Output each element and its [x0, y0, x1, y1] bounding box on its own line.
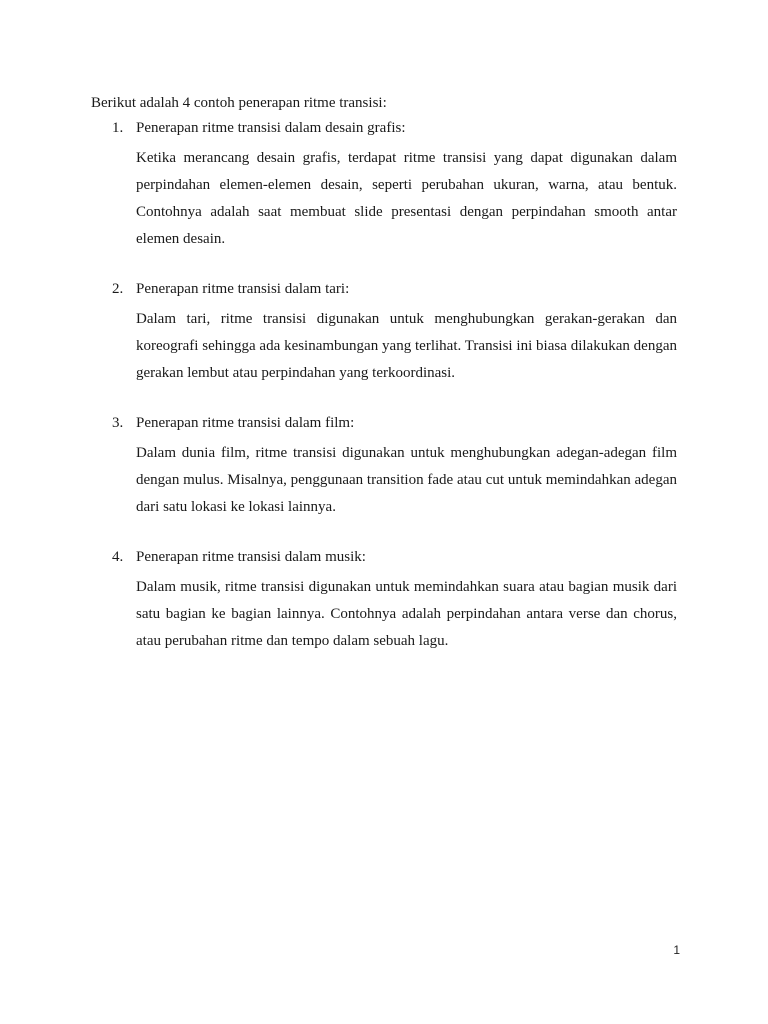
list-item-body: Dalam musik, ritme transisi digunakan untuk memindahkan suara atau bagian musik dari satu bagian ke bagian lainnya. Contohnya adalah perpindahan antara verse dan chorus, atau perubahan ritme dan tempo dalam sebuah lagu.	[136, 579, 677, 649]
list-item-number: 4.	[112, 549, 124, 565]
list-item-number: 3.	[112, 415, 124, 431]
list-item-body: Dalam dunia film, ritme transisi digunakan untuk menghubungkan adegan-adegan film dengan mulus. Misalnya, penggunaan transition fade atau cut untuk memindahkan adegan dari satu lokasi ke lokasi lainnya.	[136, 445, 677, 515]
list-item-heading: Penerapan ritme transisi dalam tari:	[136, 281, 350, 297]
list-item	[91, 547, 677, 655]
list-item-body: Ketika merancang desain grafis, terdapat ritme transisi yang dapat digunakan dalam perpindahan elemen-elemen desain, seperti perubahan ukuran, warna, atau bentuk. Contohnya adalah saat membuat slide presentasi dengan perpindahan smooth antar elemen desain.	[136, 150, 677, 247]
list-item-heading: Penerapan ritme transisi dalam film:	[136, 415, 355, 431]
page-number: 1	[673, 943, 680, 957]
example-list	[91, 118, 677, 681]
list-item-heading: Penerapan ritme transisi dalam musik:	[136, 549, 366, 565]
list-item-number: 1.	[112, 120, 124, 136]
intro-paragraph: Berikut adalah 4 contoh penerapan ritme transisi:	[91, 95, 387, 111]
list-item	[91, 118, 677, 253]
list-item	[91, 279, 677, 387]
list-item-body: Dalam tari, ritme transisi digunakan untuk menghubungkan gerakan-gerakan dan koreografi sehingga ada kesinambungan yang terlihat. Transisi ini biasa dilakukan dengan gerakan lembut atau perpindahan yang terkoordinasi.	[136, 311, 677, 381]
list-item	[91, 413, 677, 521]
list-item-heading: Penerapan ritme transisi dalam desain grafis:	[136, 120, 406, 136]
list-item-number: 2.	[112, 281, 124, 297]
